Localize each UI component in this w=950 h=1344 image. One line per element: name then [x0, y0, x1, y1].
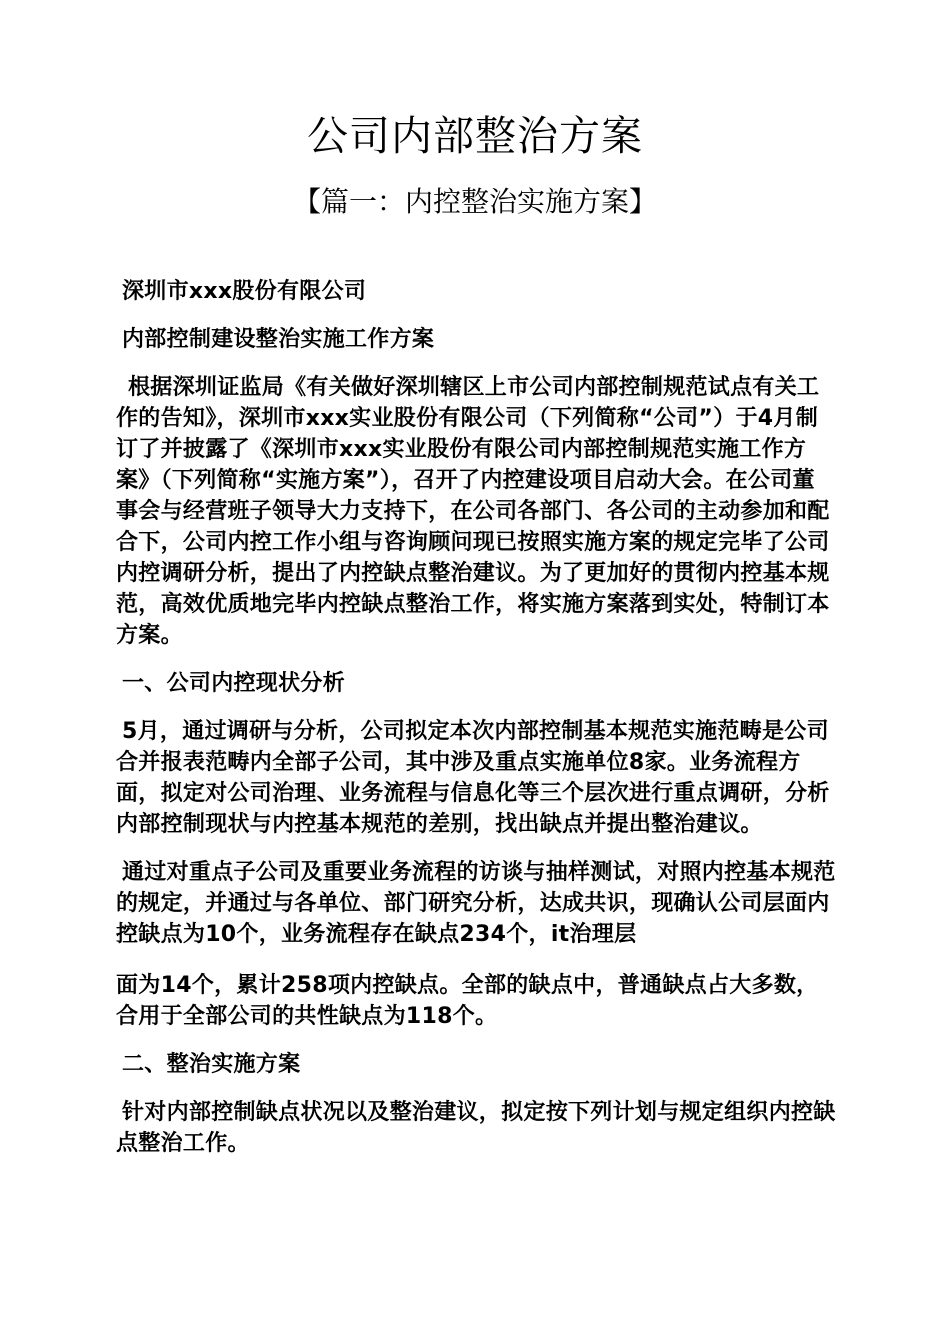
section1-paragraph-3: 面为14个，累计258项内控缺点。全部的缺点中，普通缺点占大多数，合用于全部公司的共性缺点为118个。 [116, 973, 819, 1029]
document-body [116, 276, 836, 1159]
section1-paragraph-1: 5月，通过调研与分析，公司拟定本次内部控制基本规范实施范畴是公司合并报表范畴内全部子公司，其中涉及重点实施单位8家。业务流程方面，拟定对公司治理、业务流程与信息化等三个层次进行重点调研，分析内部控制现状与内控基本规范的差别，找出缺点并提出整治建议。 [116, 719, 830, 837]
intro-paragraph: 根据深圳证监局《有关做好深圳辖区上市公司内部控制规范试点有关工作的告知》，深圳市xxx实业股份有限公司（下列简称“公司”）于4月制订了并披露了《深圳市xxx实业股份有限公司内部控制规范实施工作方案》（下列简称“实施方案”），召开了内控建设项目启动大会。在公司董事会与经营班子领导大力支持下，在公司各部门、各公司的主动参加和配合下，公司内控工作小组与咨询顾问现已按照实施方案的规定完毕了公司内控调研分析，提出了内控缺点整治建议。为了更加好的贯彻内控基本规范，高效优质地完毕内控缺点整治工作，将实施方案落到实处，特制订本方案。 [116, 375, 830, 648]
section1-paragraph-2: 通过对重点子公司及重要业务流程的访谈与抽样测试，对照内控基本规范的规定，并通过与各单位、部门研究分析，达成共识，现确认公司层面内控缺点为10个，业务流程存在缺点234个，it治理层 [116, 860, 836, 947]
section-heading-2: 二、整治实施方案 [122, 1052, 301, 1077]
document-subtitle: 【篇一：内控整治实施方案】 [292, 185, 657, 218]
company-name: 深圳市xxx股份有限公司 [122, 279, 367, 304]
section2-paragraph-1: 针对内部控制缺点状况以及整治建议，拟定按下列计划与规定组织内控缺点整治工作。 [116, 1100, 836, 1156]
plan-title: 内部控制建设整治实施工作方案 [122, 327, 435, 352]
document-title: 公司内部整治方案 [307, 112, 643, 160]
section-heading-1: 一、公司内控现状分析 [122, 671, 346, 696]
